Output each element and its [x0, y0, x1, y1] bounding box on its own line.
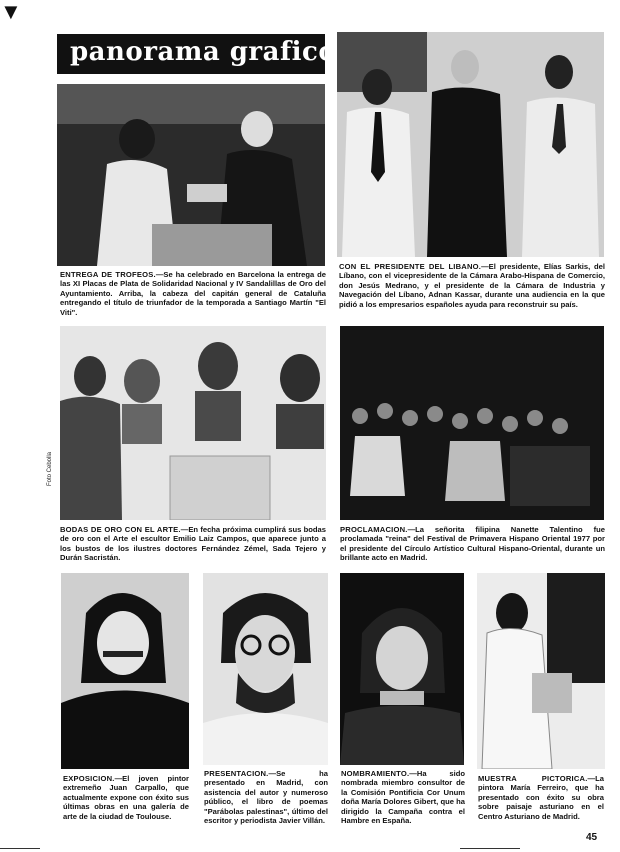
photo-trofeos	[57, 84, 325, 266]
caption-headline: NOMBRAMIENTO.	[341, 769, 410, 778]
photo-proclamacion	[340, 326, 604, 520]
photo-credit: Foto Cebolla	[47, 451, 53, 486]
photo-nombramiento	[340, 573, 464, 765]
caption-muestra	[478, 774, 604, 821]
caption-body: —El joven pintor extremeño Juan Carpallo, que actualmente expone con éxito sus últimas obras en una galería de arte de la ciudad de Toulouse.	[63, 774, 189, 821]
caption-trofeos	[60, 270, 326, 317]
caption-headline: BODAS DE ORO CON EL ARTE.	[60, 525, 181, 534]
caption-headline: CON EL PRESIDENTE DEL LIBANO.	[339, 262, 482, 271]
page-number: 45	[586, 832, 598, 843]
caption-nombramiento	[341, 769, 465, 825]
caption-proclamacion	[340, 525, 605, 563]
caption-body: —Se ha celebrado en Barcelona la entrega de las XI Placas de Plata de Solidaridad Nacional y IV Sandalillas de Oro del Ayuntamiento. Arriba, la cabeza del capitán general de Cataluña entregando el título de triunfador de la temporada a Santiago Martín "El Viti".	[60, 270, 326, 317]
caption-libano	[339, 262, 605, 309]
caption-bodas	[60, 525, 326, 563]
photo-exposicion	[61, 573, 189, 769]
photo-bodas	[60, 326, 326, 520]
caption-body: —Ha sido nombrada miembro consultor de la Comisión Pontificia Cor Unum doña María Dolores Gibert, que ha dirigido la Campaña contra el Hambre en España.	[341, 769, 465, 826]
caption-body: —En fecha próxima cumplirá sus bodas de oro con el Arte el escultor Emilio Laiz Campos, que aparece junto a los bustos de los ilustres doctores Fernández Zémel, Sada Tejero y Durán Sacristán.	[60, 525, 326, 563]
caption-headline: PROCLAMACION.	[340, 525, 408, 534]
caption-presentacion	[204, 769, 328, 825]
caption-body: —Se ha presentado en Madrid, con asistencia del autor y numeroso público, el libro de poemas "Parábolas palestinas", último del escritor y periodista Javier Villán.	[204, 769, 328, 826]
caption-body: —La pintora María Ferreiro, que ha presentado con éxito su obra sobre paisaje asturiano en el Centro Asturiano de Madrid.	[478, 774, 604, 821]
photo-libano	[337, 32, 604, 257]
footer-rule	[0, 848, 40, 849]
caption-body: —La señorita filipina Nanette Talentino fue proclamada "reina" del Festival de Primavera Hispano Oriental 1977 por el presidente del Círculo Artístico Cultural Hispano-Oriental, durante un brillante acto en Madrid.	[340, 525, 605, 563]
caption-headline: ENTREGA DE TROFEOS.	[60, 270, 156, 279]
caption-body: —El presidente, Elías Sarkis, del Líbano, con el vicepresidente de la Cámara Arabo-Hispana de Comercio, don Jesús Medrano, y el presidente de la Cámara de Industria y Navegación del Líbano, Adnan Kassar, durante una audiencia en la que pidió a los empresarios españoles ayuda para reconstruir su país.	[339, 262, 605, 309]
photo-presentacion	[203, 573, 328, 765]
caption-exposicion	[63, 774, 189, 821]
corner-mark: ▼	[0, 0, 22, 24]
caption-headline: PRESENTACION.	[204, 769, 269, 778]
footer-rule	[460, 848, 520, 849]
caption-headline: EXPOSICION.	[63, 774, 115, 783]
caption-headline: MUESTRA PICTORICA.	[478, 774, 588, 783]
page-title: panorama grafico	[70, 37, 337, 67]
photo-muestra	[477, 573, 605, 769]
